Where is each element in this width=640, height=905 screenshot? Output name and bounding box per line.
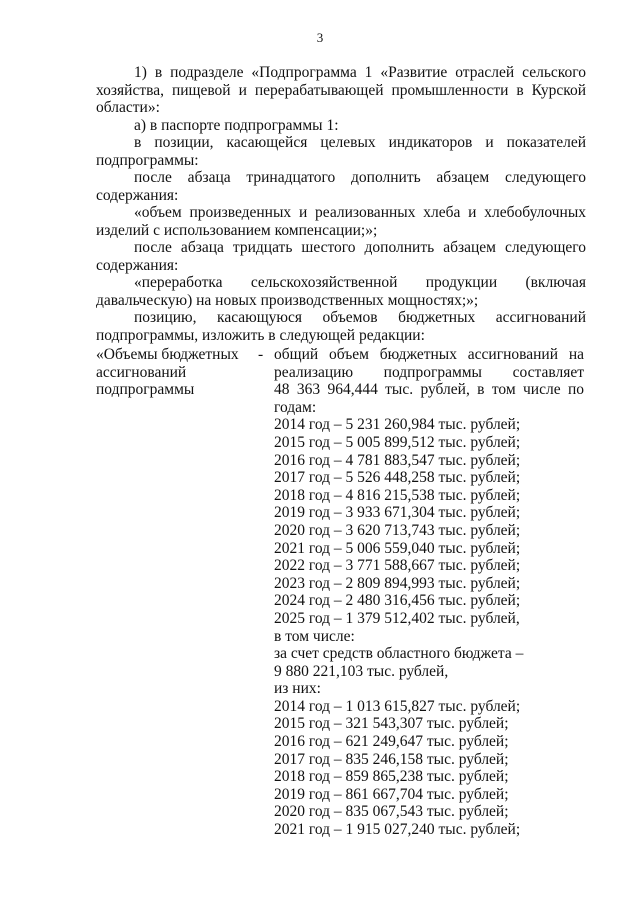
paragraph-line: в позиции, касающейся целевых индикаторов и показателей bbox=[134, 134, 586, 151]
paragraph-line: изделий с использованием компенсации;»; bbox=[96, 221, 378, 239]
table-value-line: 9 880 221,103 тыс. рублей, bbox=[274, 662, 449, 680]
table-value-line: 2016 год – 621 249,647 тыс. рублей; bbox=[274, 733, 509, 751]
table-value-line: 2014 год – 5 231 260,984 тыс. рублей; bbox=[274, 416, 521, 434]
paragraph-line: 1) в подразделе «Подпрограмма 1 «Развитие отраслей сельского bbox=[134, 64, 586, 81]
paragraph-line: подпрограммы, изложить в следующей редакции: bbox=[96, 326, 425, 344]
budget-table-dash bbox=[258, 346, 268, 364]
paragraph-line: после абзаца тринадцатого дополнить абзацем следующего bbox=[134, 169, 586, 186]
table-value-line: 2018 год – 859 865,238 тыс. рублей; bbox=[274, 768, 509, 786]
paragraph-line: содержания: bbox=[96, 186, 179, 204]
table-value-line: в том числе: bbox=[274, 627, 355, 645]
table-value-line: 2020 год – 835 067,543 тыс. рублей; bbox=[274, 803, 509, 821]
table-value-line: за счет средств областного бюджета – bbox=[274, 645, 524, 663]
table-value-line: общий объем бюджетных ассигнований на bbox=[274, 346, 584, 363]
page-number: 3 bbox=[316, 30, 324, 45]
table-label-line: ассигнований bbox=[96, 363, 187, 381]
budget-table-value-column bbox=[274, 346, 584, 839]
paragraph-line: «объем произведенных и реализованных хлеба и хлебобулочных bbox=[134, 204, 586, 221]
table-value-line: 2017 год – 835 246,158 тыс. рублей; bbox=[274, 750, 509, 768]
paragraph-line: области»: bbox=[96, 99, 160, 116]
table-value-line: реализацию подпрограммы составляет bbox=[274, 363, 584, 381]
table-value-line: 2022 год – 3 771 588,667 тыс. рублей; bbox=[274, 557, 521, 575]
paragraph-line: содержания: bbox=[96, 256, 179, 274]
table-value-line: 2019 год – 3 933 671,304 тыс. рублей; bbox=[274, 504, 521, 522]
table-value-line: 2015 год – 5 005 899,512 тыс. рублей; bbox=[274, 433, 521, 451]
paragraph-line: позицию, касающуюся объемов бюджетных ассигнований bbox=[134, 309, 586, 326]
table-value-line: годам: bbox=[274, 398, 317, 416]
table-value-line: 2024 год – 2 480 316,456 тыс. рублей; bbox=[274, 592, 521, 610]
table-value-line: 2025 год – 1 379 512,402 тыс. рублей, bbox=[274, 609, 520, 627]
table-value-line: 2021 год – 5 006 559,040 тыс. рублей; bbox=[274, 539, 521, 557]
paragraph-line: «переработка сельскохозяйственной продукции (включая bbox=[134, 274, 586, 291]
document-body bbox=[96, 64, 586, 344]
table-value-line: 2020 год – 3 620 713,743 тыс. рублей; bbox=[274, 521, 521, 539]
paragraph-line: давальческую) на новых производственных мощностях;»; bbox=[96, 291, 479, 309]
paragraph-line: после абзаца тридцать шестого дополнить абзацем следующего bbox=[134, 239, 586, 256]
table-label-line: «Объемы бюджетных bbox=[96, 346, 239, 363]
table-value-line: 2019 год – 861 667,704 тыс. рублей; bbox=[274, 785, 509, 803]
dash-separator: - bbox=[258, 346, 264, 363]
paragraph-line: а) в паспорте подпрограммы 1: bbox=[134, 116, 339, 134]
table-value-line: 2017 год – 5 526 448,258 тыс. рублей; bbox=[274, 469, 521, 487]
table-value-line: 2014 год – 1 013 615,827 тыс. рублей; bbox=[274, 697, 521, 715]
budget-table-label-column bbox=[96, 346, 256, 399]
table-value-line: 2016 год – 4 781 883,547 тыс. рублей; bbox=[274, 451, 521, 469]
table-value-line: 48 363 964,444 тыс. рублей, в том числе по bbox=[274, 381, 584, 399]
paragraph-line: хозяйства, пищевой и перерабатывающей промышленности в Курской bbox=[96, 81, 586, 99]
table-value-line: 2018 год – 4 816 215,538 тыс. рублей; bbox=[274, 486, 521, 504]
paragraph-line: подпрограммы: bbox=[96, 151, 199, 169]
table-value-line: 2015 год – 321 543,307 тыс. рублей; bbox=[274, 715, 509, 733]
table-value-line: 2021 год – 1 915 027,240 тыс. рублей; bbox=[274, 821, 521, 839]
table-label-line: подпрограммы bbox=[96, 381, 195, 399]
table-value-line: 2023 год – 2 809 894,993 тыс. рублей; bbox=[274, 574, 521, 592]
table-value-line: из них: bbox=[274, 680, 321, 698]
